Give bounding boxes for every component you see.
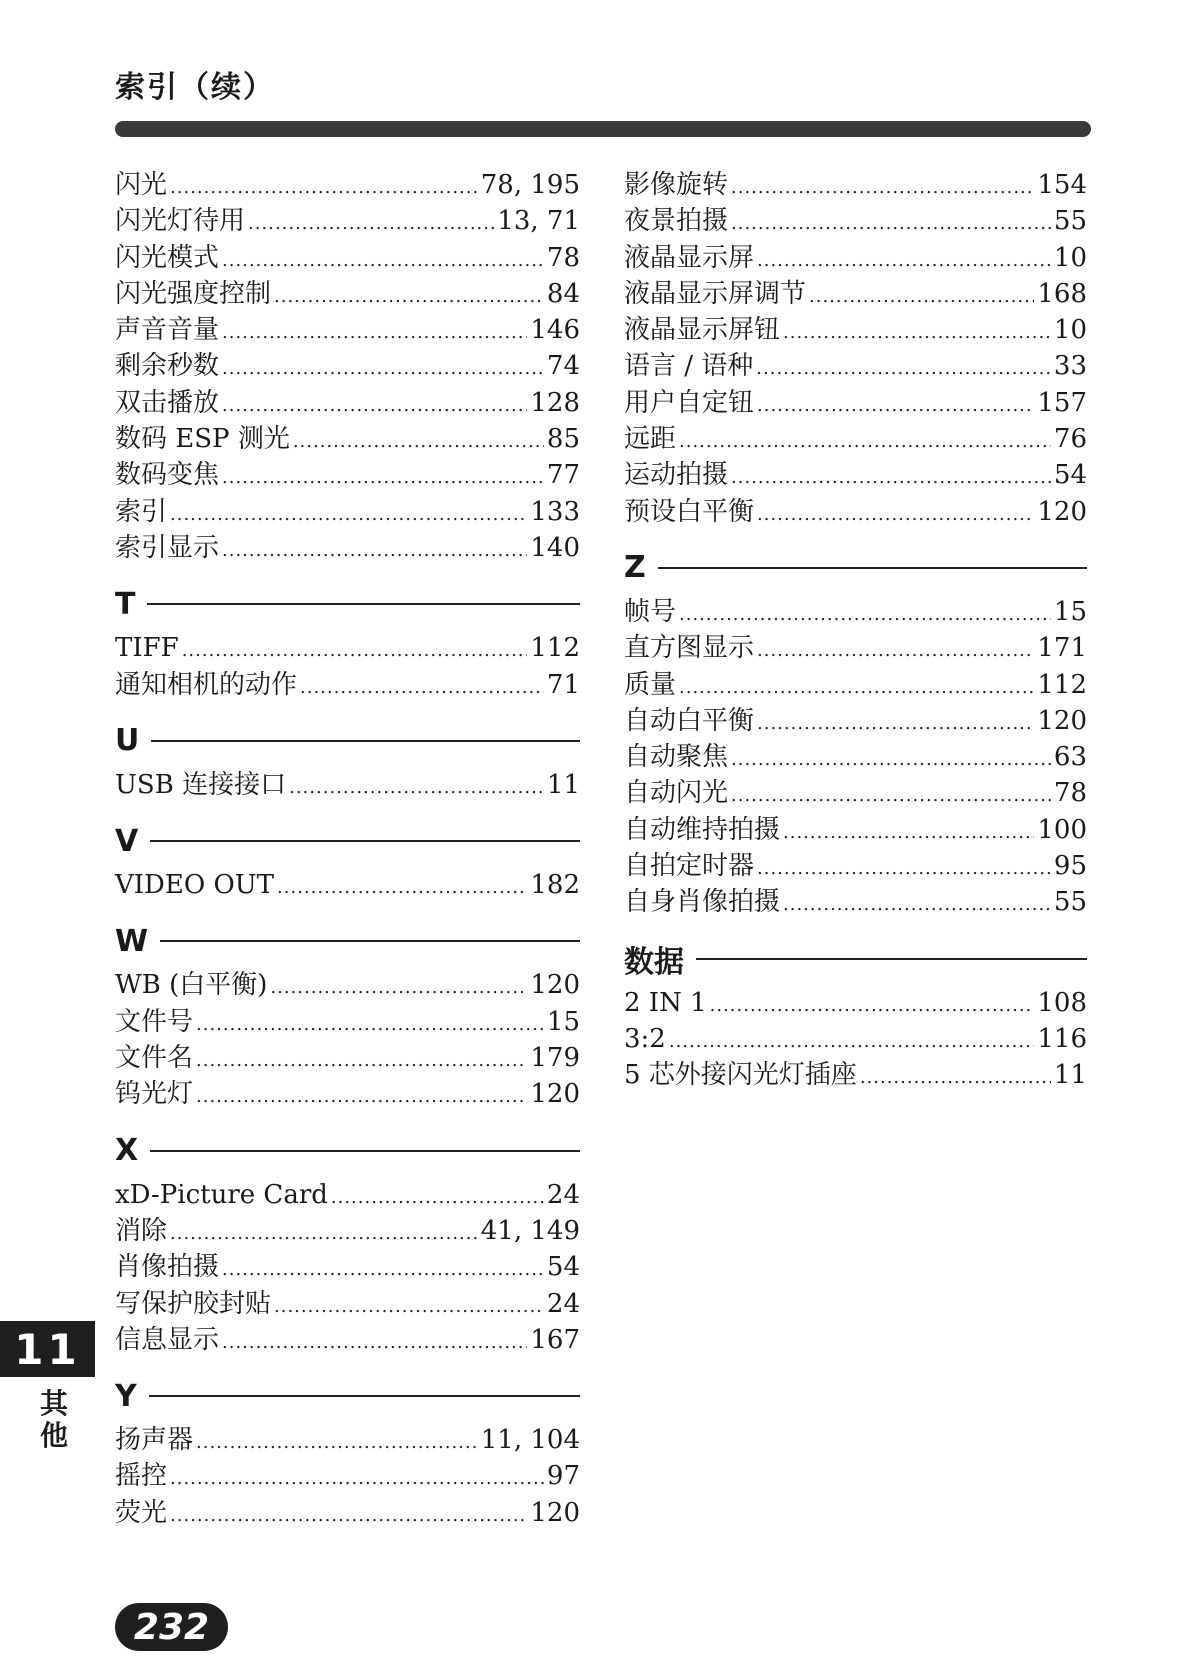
- dot-leader: [757, 851, 1051, 887]
- index-pages: 74: [546, 351, 580, 382]
- dot-leader: [196, 1007, 544, 1043]
- index-term: VIDEO OUT: [115, 870, 275, 901]
- index-entry: [624, 457, 1087, 493]
- dot-leader: [757, 706, 1034, 742]
- index-pages: 95: [1053, 851, 1087, 882]
- index-term: 运动拍摄: [624, 460, 729, 491]
- section-rule: [147, 603, 580, 605]
- index-pages: 33: [1053, 351, 1087, 382]
- section-letter: W: [115, 923, 149, 959]
- index-term: 自拍定时器: [624, 851, 755, 882]
- index-pages: 168: [1037, 278, 1087, 309]
- index-term: 远距: [624, 424, 677, 455]
- index-entry: [115, 1177, 580, 1213]
- index-entry: [115, 1495, 580, 1531]
- dot-leader: [222, 460, 544, 496]
- section-rule: [696, 958, 1087, 960]
- section-header: [115, 584, 580, 624]
- index-pages: 97: [546, 1461, 580, 1492]
- dot-leader: [289, 770, 544, 806]
- dot-leader: [669, 1024, 1035, 1060]
- index-term: 肖像拍摄: [115, 1252, 220, 1283]
- index-term: 闪光强度控制: [115, 278, 272, 309]
- index-entry: [624, 812, 1087, 848]
- dot-leader: [757, 497, 1034, 533]
- index-pages: 10: [1053, 242, 1087, 273]
- index-term: WB (白平衡): [115, 970, 268, 1001]
- index-pages: 55: [1053, 887, 1087, 918]
- index-pages: 116: [1037, 1023, 1087, 1054]
- index-entry: [115, 967, 580, 1003]
- index-term: 自动聚焦: [624, 742, 729, 773]
- index-term: 消除: [115, 1215, 168, 1246]
- index-entry: [624, 630, 1087, 666]
- index-entry: [115, 421, 580, 457]
- dot-leader: [679, 597, 1051, 633]
- index-entry: [624, 739, 1087, 775]
- index-pages: 108: [1037, 987, 1087, 1018]
- index-term: 用户自定钮: [624, 387, 755, 418]
- index-entry: [624, 985, 1087, 1021]
- index-pages: 85: [546, 424, 580, 455]
- page-number: 232: [115, 1603, 228, 1651]
- index-entry: [115, 276, 580, 312]
- index-term: 自动维持拍摄: [624, 814, 781, 845]
- section-header: [624, 939, 1087, 979]
- dot-leader: [170, 1461, 544, 1497]
- index-term: 闪光模式: [115, 242, 220, 273]
- index-entry: [624, 276, 1087, 312]
- dot-leader: [757, 388, 1034, 424]
- index-entry: [115, 240, 580, 276]
- index-term: xD-Picture Card: [115, 1179, 328, 1210]
- dot-leader: [731, 742, 1051, 778]
- dot-leader: [222, 315, 527, 351]
- index-term: TIFF: [115, 633, 179, 664]
- index-entry: [115, 1458, 580, 1494]
- dot-leader: [783, 815, 1034, 851]
- index-term: 自身肖像拍摄: [624, 887, 781, 918]
- dot-leader: [731, 170, 1034, 206]
- index-term: 索引: [115, 496, 168, 527]
- index-pages: 76: [1053, 424, 1087, 455]
- index-term: 闪光灯待用: [115, 206, 246, 237]
- index-term: 夜景拍摄: [624, 206, 729, 237]
- dot-leader: [809, 279, 1034, 315]
- dot-leader: [860, 1060, 1051, 1096]
- index-pages: 171: [1037, 633, 1087, 664]
- index-entry: [115, 1322, 580, 1358]
- index-pages: 11, 104: [480, 1425, 580, 1456]
- index-entry: [624, 385, 1087, 421]
- index-pages: 11: [546, 769, 580, 800]
- dot-leader: [222, 351, 544, 387]
- index-entry: [115, 348, 580, 384]
- section-header: [115, 821, 580, 861]
- index-pages: 24: [546, 1179, 580, 1210]
- index-pages: 128: [530, 387, 580, 418]
- dot-leader: [170, 1216, 478, 1252]
- dot-leader: [679, 670, 1034, 706]
- index-pages: 133: [530, 496, 580, 527]
- dot-leader: [710, 988, 1035, 1024]
- index-pages: 11: [1053, 1060, 1087, 1091]
- section-header: [115, 921, 580, 961]
- index-pages: 15: [1053, 596, 1087, 627]
- index-entry: [624, 884, 1087, 920]
- index-pages: 120: [530, 1079, 580, 1110]
- index-entry: [115, 1076, 580, 1112]
- section-rule: [150, 840, 580, 842]
- dot-leader: [196, 1425, 478, 1461]
- index-pages: 120: [1037, 496, 1087, 527]
- index-pages: 84: [546, 278, 580, 309]
- index-pages: 182: [530, 870, 580, 901]
- index-column-right: [624, 167, 1087, 1094]
- section-header: [115, 721, 580, 761]
- index-entry: [115, 530, 580, 566]
- index-pages: 13, 71: [497, 206, 580, 237]
- index-entry: [624, 167, 1087, 203]
- index-entry: [115, 1213, 580, 1249]
- dot-leader: [222, 1252, 544, 1288]
- section-rule: [658, 567, 1087, 569]
- index-entry: [624, 312, 1087, 348]
- index-column-left: [115, 167, 580, 1531]
- index-term: 索引显示: [115, 532, 220, 563]
- index-entry: [115, 167, 580, 203]
- index-term: 帧号: [624, 596, 677, 627]
- dot-leader: [222, 243, 544, 279]
- index-term: 信息显示: [115, 1324, 220, 1355]
- index-pages: 77: [546, 460, 580, 491]
- index-pages: 15: [546, 1006, 580, 1037]
- index-term: 3:2: [624, 1023, 666, 1054]
- index-pages: 100: [1037, 814, 1087, 845]
- section-header: [115, 1131, 580, 1171]
- section-rule: [151, 740, 580, 742]
- index-entry: [624, 1021, 1087, 1057]
- chapter-tab: 11: [0, 1321, 95, 1377]
- index-term: USB 连接接口: [115, 769, 287, 800]
- index-term: 质量: [624, 669, 677, 700]
- index-pages: 10: [1053, 315, 1087, 346]
- dot-leader: [182, 633, 528, 669]
- index-entry: [624, 494, 1087, 530]
- index-term: 扬声器: [115, 1425, 194, 1456]
- index-pages: 71: [546, 669, 580, 700]
- dot-leader: [222, 533, 527, 569]
- section-letter: X: [115, 1133, 139, 1169]
- index-term: 双击播放: [115, 387, 220, 418]
- index-term: 自动闪光: [624, 778, 729, 809]
- index-entry: [115, 1249, 580, 1285]
- index-pages: 179: [530, 1043, 580, 1074]
- index-entry: [624, 775, 1087, 811]
- section-letter: Z: [624, 550, 646, 586]
- index-entry: [115, 312, 580, 348]
- index-term: 剩余秒数: [115, 351, 220, 382]
- index-term: 写保护胶封贴: [115, 1288, 272, 1319]
- index-term: 数码 ESP 测光: [115, 424, 290, 455]
- dot-leader: [222, 388, 527, 424]
- dot-leader: [170, 1498, 527, 1534]
- index-entry: [115, 203, 580, 239]
- index-entry: [624, 594, 1087, 630]
- section-rule: [149, 1395, 580, 1397]
- dot-leader: [248, 206, 494, 242]
- index-pages: 78: [1053, 778, 1087, 809]
- index-pages: 154: [1037, 170, 1087, 200]
- index-pages: 120: [530, 970, 580, 1001]
- index-term: 闪光: [115, 170, 168, 200]
- index-term: 钨光灯: [115, 1079, 194, 1110]
- index-term: 5 芯外接闪光灯插座: [624, 1060, 857, 1091]
- dot-leader: [679, 424, 1051, 460]
- dot-leader: [277, 870, 527, 906]
- dot-leader: [783, 315, 1051, 351]
- dot-leader: [170, 170, 478, 206]
- dot-leader: [783, 887, 1051, 923]
- index-term: 液晶显示屏: [624, 242, 755, 273]
- dot-leader: [757, 633, 1034, 669]
- section-rule: [160, 940, 580, 942]
- index-entry: [115, 1004, 580, 1040]
- index-term: 语言 / 语种: [624, 351, 754, 382]
- index-term: 预设白平衡: [624, 496, 755, 527]
- section-rule: [150, 1150, 580, 1152]
- index-term: 2 IN 1: [624, 987, 707, 1018]
- dot-leader: [222, 1325, 527, 1361]
- index-entry: [115, 1040, 580, 1076]
- index-pages: 55: [1053, 206, 1087, 237]
- index-pages: 54: [546, 1252, 580, 1283]
- index-entry: [624, 1057, 1087, 1093]
- dot-leader: [274, 1289, 544, 1325]
- index-entry: [624, 240, 1087, 276]
- index-entry: [115, 385, 580, 421]
- dot-leader: [196, 1043, 527, 1079]
- index-entry: [115, 457, 580, 493]
- index-term: 直方图显示: [624, 633, 755, 664]
- index-entry: [115, 867, 580, 903]
- index-pages: 112: [530, 633, 580, 664]
- index-entry: [115, 1422, 580, 1458]
- index-pages: 78: [546, 242, 580, 273]
- section-header: [624, 548, 1087, 588]
- index-entry: [624, 703, 1087, 739]
- section-header: [115, 1376, 580, 1416]
- index-entry: [115, 494, 580, 530]
- index-entry: [115, 1286, 580, 1322]
- dot-leader: [731, 206, 1051, 242]
- index-entry: [624, 348, 1087, 384]
- index-pages: 41, 149: [480, 1215, 580, 1246]
- section-letter: Y: [115, 1378, 137, 1414]
- index-entry: [624, 667, 1087, 703]
- index-term: 摇控: [115, 1461, 168, 1492]
- index-pages: 120: [530, 1497, 580, 1528]
- dot-leader: [270, 970, 527, 1006]
- index-term: 影像旋转: [624, 170, 729, 200]
- index-pages: 167: [530, 1324, 580, 1355]
- section-letter: T: [115, 586, 136, 622]
- index-pages: 24: [546, 1288, 580, 1319]
- index-term: 数码变焦: [115, 460, 220, 491]
- index-pages: 112: [1037, 669, 1087, 700]
- index-pages: 54: [1053, 460, 1087, 491]
- index-term: 文件名: [115, 1043, 194, 1074]
- dot-leader: [731, 460, 1051, 496]
- index-entry: [624, 848, 1087, 884]
- dot-leader: [757, 243, 1051, 279]
- dot-leader: [274, 279, 544, 315]
- index-entry: [115, 667, 580, 703]
- index-term: 液晶显示屏调节: [624, 278, 807, 309]
- dot-leader: [196, 1079, 527, 1115]
- title-bar: [115, 121, 1091, 137]
- index-entry: [624, 203, 1087, 239]
- index-entry: [115, 767, 580, 803]
- index-term: 文件号: [115, 1006, 194, 1037]
- index-pages: 120: [1037, 705, 1087, 736]
- index-term: 自动白平衡: [624, 705, 755, 736]
- section-letter: U: [115, 723, 140, 759]
- dot-leader: [731, 778, 1051, 814]
- index-pages: 140: [530, 532, 580, 563]
- index-pages: 157: [1037, 387, 1087, 418]
- dot-leader: [331, 1180, 544, 1216]
- index-term: 荧光: [115, 1497, 168, 1528]
- index-entry: [624, 421, 1087, 457]
- index-pages: 146: [530, 315, 580, 346]
- section-letter: 数据: [624, 944, 684, 980]
- index-pages: 78, 195: [480, 170, 580, 200]
- index-term: 声音音量: [115, 315, 220, 346]
- chapter-label: 其他: [39, 1387, 68, 1452]
- page-title: 索引（续）: [115, 70, 275, 105]
- dot-leader: [293, 424, 544, 460]
- index-term: 液晶显示屏钮: [624, 315, 781, 346]
- index-entry: [115, 630, 580, 666]
- index-term: 通知相机的动作: [115, 669, 298, 700]
- dot-leader: [300, 670, 544, 706]
- dot-leader: [756, 351, 1051, 387]
- index-pages: 63: [1053, 742, 1087, 773]
- dot-leader: [170, 497, 527, 533]
- section-letter: V: [115, 823, 139, 859]
